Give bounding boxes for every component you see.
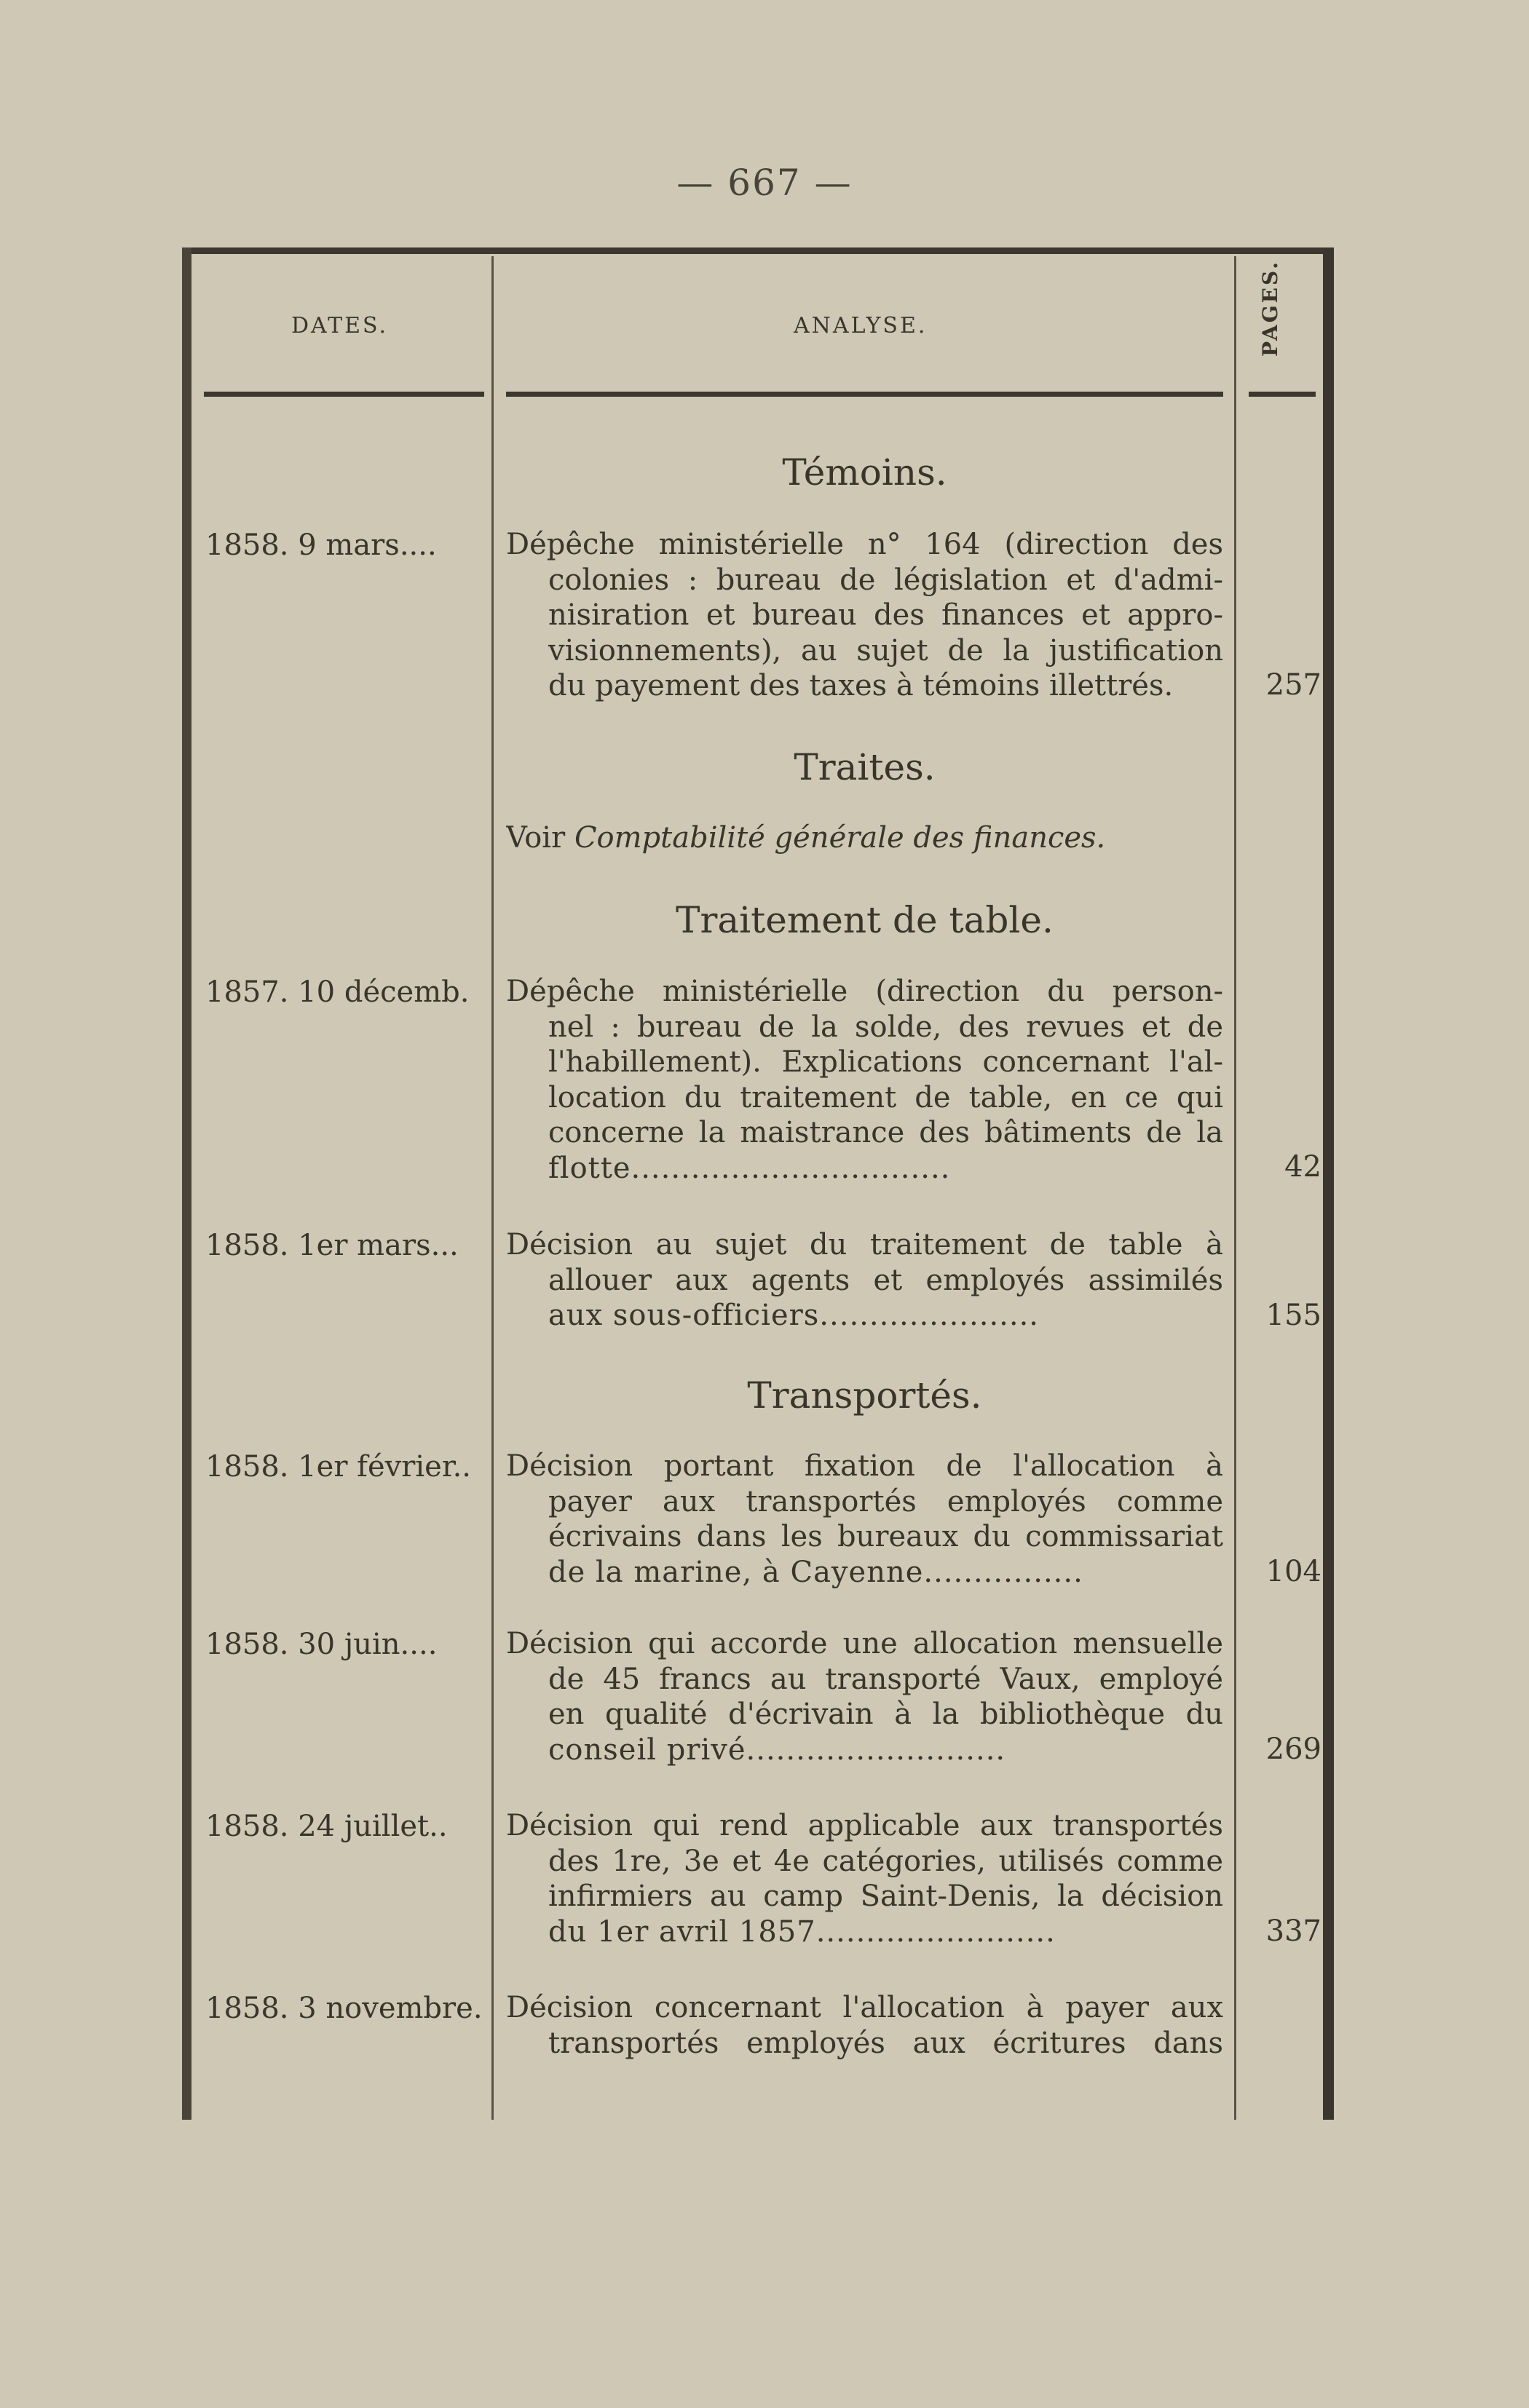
entry-line: aux sous-officiers...................... xyxy=(548,1299,1040,1332)
entry-line: nel : bureau de la solde, des revues et de xyxy=(548,1010,1223,1044)
entry-line: Décision portant fixation de l'allocation à xyxy=(506,1449,1223,1483)
entry-line: Dépêche ministérielle n° 164 (direction des xyxy=(506,528,1223,561)
entry-line: de la marine, à Cayenne................ xyxy=(548,1555,1083,1589)
entry-line: des 1re, 3e et 4e catégories, utilisés comme xyxy=(548,1844,1223,1878)
voir-prefix: Voir xyxy=(506,821,566,855)
entry-line: infirmiers au camp Saint-Denis, la décision xyxy=(548,1880,1223,1913)
page-number: — 667 — xyxy=(676,162,853,204)
entry-line: conseil privé.......................... xyxy=(548,1732,1006,1767)
entry-line: Dépêche ministérielle (direction du person- xyxy=(506,975,1223,1008)
index-table xyxy=(182,247,1327,2120)
entry-line: en qualité d'écrivain à la bibliothèque du xyxy=(548,1698,1223,1731)
entry-page: 104 xyxy=(1265,1555,1321,1588)
entry-reference xyxy=(506,820,1223,856)
entry-page: 155 xyxy=(1265,1299,1321,1332)
entry-line: payer aux transportés employés comme xyxy=(548,1484,1223,1518)
entry-line: nisiration et bureau des finances et appro- xyxy=(548,598,1223,632)
entry-page: 269 xyxy=(1265,1732,1321,1766)
entry-line: flotte................................ xyxy=(548,1151,951,1185)
entry-page: 42 xyxy=(1284,1150,1321,1184)
voir-reference: Comptabilité générale des finances. xyxy=(574,821,1106,855)
header-rule-pages xyxy=(1249,392,1316,397)
entry-date: 1858. 1er février.. xyxy=(205,1450,471,1484)
entry-analysis xyxy=(506,1626,1223,1767)
entry-analysis xyxy=(506,974,1223,1186)
table-right-rule xyxy=(1323,247,1334,2120)
table-top-rule xyxy=(182,247,1332,254)
entry-analysis xyxy=(506,1449,1223,1590)
section-title-transportes: Transportés. xyxy=(747,1374,982,1417)
entry-line: transportés employés aux écritures dans xyxy=(548,2026,1223,2060)
entry-date: 1858. 24 juillet.. xyxy=(205,1810,448,1843)
entry-line: Décision qui accorde une allocation mensuelle xyxy=(506,1627,1223,1660)
entry-analysis xyxy=(506,527,1223,704)
column-divider-pages xyxy=(1234,256,1236,2120)
entry-line: écrivains dans les bureaux du commissariat xyxy=(548,1520,1223,1553)
entry-line: allouer aux agents et employés assimilés xyxy=(548,1263,1223,1297)
entry-line: concerne la maistrance des bâtiments de la xyxy=(548,1116,1223,1149)
entry-analysis xyxy=(506,1808,1223,1949)
entry-date: 1857. 10 décemb. xyxy=(205,975,470,1009)
header-analyse: ANALYSE. xyxy=(794,313,928,338)
entry-line: visionnements), au sujet de la justification xyxy=(548,633,1223,668)
entry-line: Décision concernant l'allocation à payer aux xyxy=(506,1991,1223,2024)
header-dates: DATES. xyxy=(291,313,389,338)
header-rule-dates xyxy=(204,392,484,397)
entry-date: 1858. 3 novembre. xyxy=(205,1992,483,2025)
section-title-temoins: Témoins. xyxy=(782,451,947,494)
entry-date: 1858. 30 juin.... xyxy=(205,1628,438,1661)
section-title-traites: Traites. xyxy=(794,746,936,788)
entry-line: Décision au sujet du traitement de table à xyxy=(506,1228,1223,1262)
entry-analysis xyxy=(506,1990,1223,2061)
entry-line: Décision qui rend applicable aux transportés xyxy=(506,1809,1223,1842)
entry-line: location du traitement de table, en ce qui xyxy=(548,1080,1223,1114)
entry-line: du payement des taxes à témoins illettrés. xyxy=(548,669,1174,702)
entry-line: l'habillement). Explications concernant l'al- xyxy=(548,1045,1223,1079)
entry-page: 257 xyxy=(1265,668,1321,702)
entry-line: de 45 francs au transporté Vaux, employé xyxy=(548,1662,1223,1696)
entry-line: colonies : bureau de législation et d'admi- xyxy=(548,563,1223,597)
entry-date: 1858. 9 mars.... xyxy=(205,528,437,562)
table-left-rule xyxy=(182,247,191,2120)
column-divider-dates xyxy=(491,256,494,2120)
section-title-traitement: Traitement de table. xyxy=(676,899,1054,941)
header-pages: PAGES. xyxy=(1258,260,1282,357)
entry-analysis xyxy=(506,1227,1223,1334)
header-rule-analyse xyxy=(506,392,1223,397)
entry-line: du 1er avril 1857........................ xyxy=(548,1914,1056,1949)
entry-date: 1858. 1er mars... xyxy=(205,1229,459,1262)
entry-page: 337 xyxy=(1265,1914,1321,1948)
